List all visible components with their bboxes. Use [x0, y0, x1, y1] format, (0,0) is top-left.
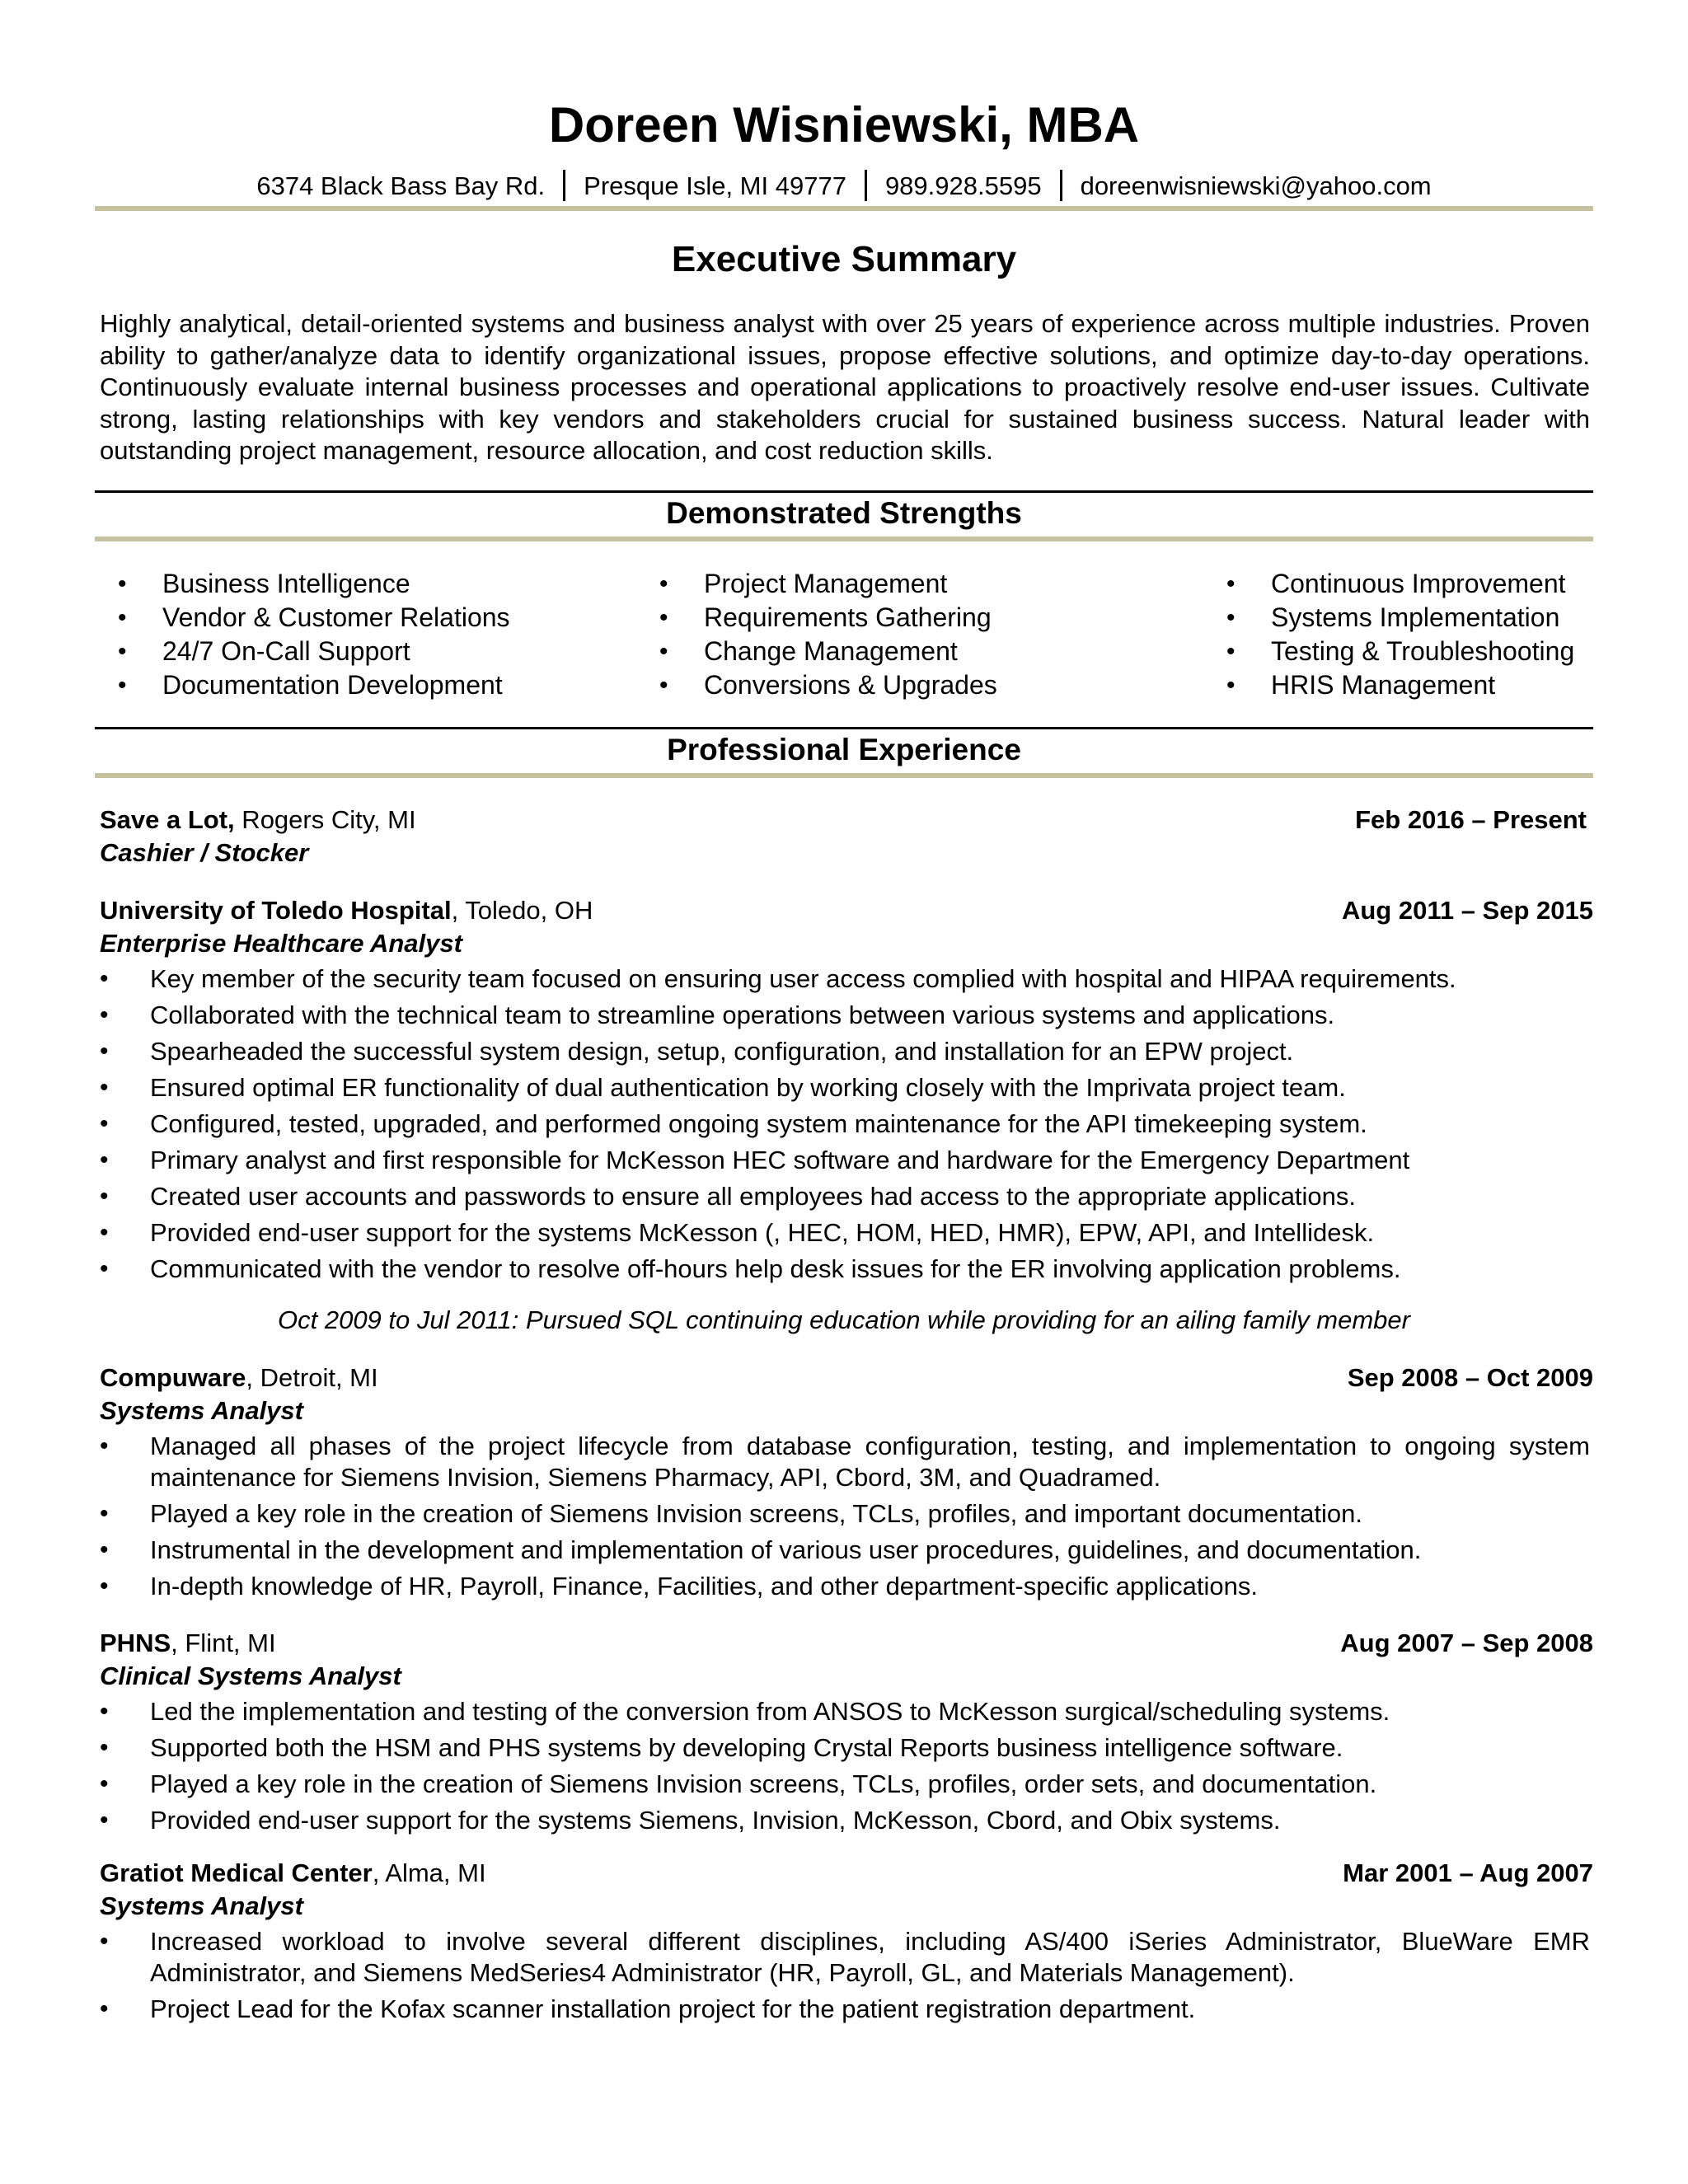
job-location: , Alma, MI [372, 1858, 486, 1887]
job-bullet: • Collaborated with the technical team to streamline operations between various systems and applications. [100, 1000, 1590, 1031]
job-employer: Compuware [100, 1363, 246, 1392]
strength-item: • Project Management [636, 567, 997, 601]
job-bullet: • Primary analyst and first responsible for McKesson HEC software and hardware for the Emergency Department [100, 1145, 1590, 1176]
job-dates: Aug 2007 – Sep 2008 [1340, 1629, 1593, 1657]
job-org-line [100, 1857, 486, 1890]
experience-heading: Professional Experience [667, 733, 1021, 766]
summary-text: Highly analytical, detail-oriented systems and business analyst with over 25 years of experience across multiple industries. Proven ability to gather/analyze data to identify organizational issues, propose effective solutions, and optimize day-to-day operations. Continuously evaluate internal business processes and operational applications to proactively resolve end-user issues. Cultivate strong, lasting relationships with key vendors and stakeholders crucial for sustained business success. Natural leader with outstanding project management, resource allocation, and cost reduction skills. [100, 309, 1590, 465]
job-location: Rogers City, MI [234, 805, 416, 834]
strength-item: • Continuous Improvement [1203, 567, 1574, 601]
job-dates: Mar 2001 – Aug 2007 [1343, 1858, 1593, 1887]
strength-item: • Testing & Troubleshooting [1203, 635, 1574, 668]
job-bullet: • Provided end-user support for the systems Siemens, Invision, McKesson, Cbord, and Obix systems. [100, 1805, 1590, 1836]
job-entry [100, 1857, 1593, 2030]
job-dates: Aug 2011 – Sep 2015 [1341, 896, 1593, 925]
contact-separator [563, 170, 565, 201]
contact-address: 6374 Black Bass Bay Rd. [256, 171, 546, 200]
job-title: Cashier / Stocker [100, 838, 309, 867]
job-org-line [100, 1361, 378, 1394]
strengths-column [636, 567, 997, 702]
job-bullet: • Played a key role in the creation of Siemens Invision screens, TCLs, profiles, order sets, and documentation. [100, 1769, 1590, 1800]
job-employer: Gratiot Medical Center [100, 1858, 373, 1887]
divider [95, 537, 1593, 541]
job-bullet: • Key member of the security team focused on ensuring user access complied with hospital and HIPAA requirements. [100, 963, 1590, 995]
job-bullet: • Spearheaded the successful system design, setup, configuration, and installation for an EPW project. [100, 1036, 1590, 1067]
strength-item: • Systems Implementation [1203, 601, 1574, 635]
contact-email: doreenwisniewski@yahoo.com [1080, 171, 1432, 200]
job-dates: Sep 2008 – Oct 2009 [1347, 1363, 1593, 1392]
divider [95, 206, 1593, 211]
job-bullet: • Supported both the HSM and PHS systems by developing Crystal Reports business intelligence software. [100, 1732, 1590, 1764]
strength-item: • Requirements Gathering [636, 601, 997, 635]
job-title: Clinical Systems Analyst [100, 1661, 401, 1690]
employment-gap-note: Oct 2009 to Jul 2011: Pursued SQL continuing education while providing for an ailing family member [278, 1305, 1410, 1334]
job-bullet: • Provided end-user support for the systems McKesson (, HEC, HOM, HED, HMR), EPW, API, and Intellidesk. [100, 1217, 1590, 1249]
job-employer: University of Toledo Hospital [100, 896, 452, 925]
contact-phone: 989.928.5595 [884, 171, 1042, 200]
job-bullets [100, 963, 1593, 1285]
job-bullet: • Communicated with the vendor to resolve off-hours help desk issues for the ER involving application problems. [100, 1254, 1590, 1285]
job-entry [100, 894, 1593, 1290]
job-employer: PHNS [100, 1629, 171, 1657]
summary-heading: Executive Summary [671, 239, 1017, 279]
job-org-line [100, 894, 593, 927]
job-header [100, 804, 1593, 837]
job-bullet: • Led the implementation and testing of the conversion from ANSOS to McKesson surgical/scheduling systems. [100, 1696, 1590, 1727]
job-location: , Toledo, OH [451, 896, 593, 925]
job-bullet: • Increased workload to involve several different disciplines, including AS/400 iSeries Administrator, BlueWare EMR Administrator, and Siemens MedSeries4 Administrator (HR, Payroll, GL, and Materials Management). [100, 1926, 1590, 1989]
strength-item: • Change Management [636, 635, 997, 668]
job-entry [100, 804, 1593, 869]
job-org-line [100, 804, 416, 837]
job-dates: Feb 2016 – Present [1355, 805, 1587, 834]
job-title: Systems Analyst [100, 1396, 303, 1425]
job-header [100, 894, 1593, 927]
strength-item: • Conversions & Upgrades [636, 668, 997, 702]
divider [95, 773, 1593, 778]
job-org-line [100, 1627, 276, 1660]
job-bullet: • In-depth knowledge of HR, Payroll, Finance, Facilities, and other department-specific applications. [100, 1571, 1590, 1602]
candidate-name: Doreen Wisniewski, MBA [548, 97, 1140, 152]
job-location: , Flint, MI [171, 1629, 276, 1657]
strength-item: • Vendor & Customer Relations [95, 601, 510, 635]
job-bullet: • Instrumental in the development and implementation of various user procedures, guidelines, and documentation. [100, 1535, 1590, 1566]
job-title: Enterprise Healthcare Analyst [100, 929, 462, 958]
job-bullet: • Configured, tested, upgraded, and performed ongoing system maintenance for the API timekeeping system. [100, 1108, 1590, 1140]
job-bullets [100, 1696, 1593, 1836]
job-bullet: • Played a key role in the creation of Siemens Invision screens, TCLs, profiles, and important documentation. [100, 1498, 1590, 1530]
job-header [100, 1627, 1593, 1660]
job-bullet: • Created user accounts and passwords to ensure all employees had access to the appropriate applications. [100, 1181, 1590, 1212]
contact-separator [865, 170, 867, 201]
job-bullet: • Ensured optimal ER functionality of dual authentication by working closely with the Imprivata project team. [100, 1072, 1590, 1104]
strength-item: • Documentation Development [95, 668, 510, 702]
strength-item: • HRIS Management [1203, 668, 1574, 702]
contact-city: Presque Isle, MI 49777 [584, 171, 846, 200]
job-entry [100, 1361, 1593, 1607]
job-entry [100, 1627, 1593, 1841]
job-bullet: • Project Lead for the Kofax scanner installation project for the patient registration department. [100, 1994, 1590, 2025]
job-title: Systems Analyst [100, 1891, 303, 1920]
strengths-column [1203, 567, 1574, 702]
strengths-heading: Demonstrated Strengths [666, 496, 1022, 530]
strength-item: • Business Intelligence [95, 567, 510, 601]
job-bullets [100, 1926, 1593, 2025]
strength-item: • 24/7 On-Call Support [95, 635, 510, 668]
job-bullets [100, 1431, 1593, 1602]
job-header [100, 1857, 1593, 1890]
job-bullet: • Managed all phases of the project lifecycle from database configuration, testing, and implementation to ongoing system maintenance for Siemens Invision, Siemens Pharmacy, API, Cbord, 3M, and Quadramed. [100, 1431, 1590, 1493]
job-location: , Detroit, MI [246, 1363, 378, 1392]
strengths-column [95, 567, 510, 702]
contact-line [95, 168, 1593, 204]
job-header [100, 1361, 1593, 1394]
job-employer: Save a Lot, [100, 805, 235, 834]
contact-separator [1060, 170, 1062, 201]
